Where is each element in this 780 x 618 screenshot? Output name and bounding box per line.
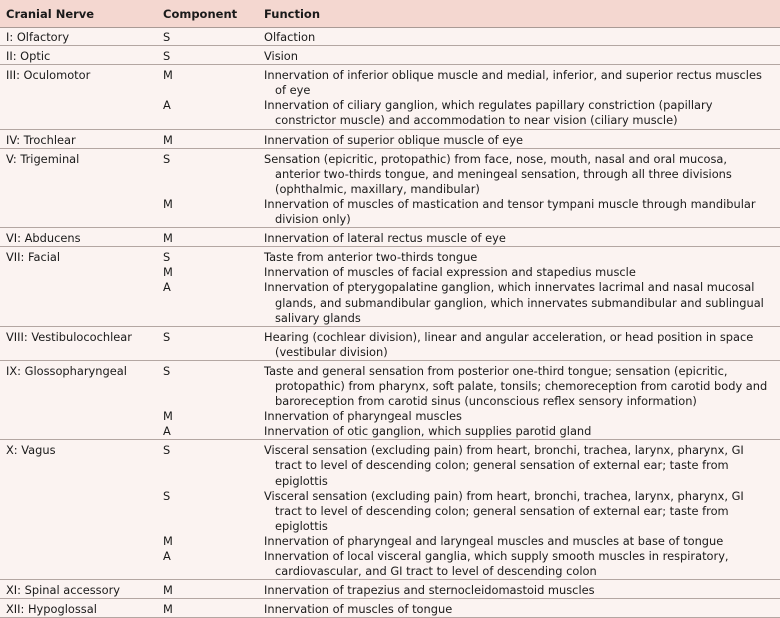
cell-component: A [163,549,171,563]
cell-component: S [163,151,171,166]
table-row [0,579,780,598]
cell-function-text: Sensation (epicritic, protopathic) from face, nose, mouth, nasal and oral mucosa, anterior two-thirds tongue, and meningeal sensation, through all three divisions (ophthalmic, maxillary, mandibular) [264,151,732,196]
cell-function-text: Innervation of trapezius and sternocleidomastoid muscles [264,583,595,598]
cell-function [264,197,780,227]
cell-function [264,489,780,534]
cell-function [264,424,780,439]
cell-component: M [163,265,173,280]
table-row [0,409,780,424]
table-row [0,98,780,128]
table-row [0,326,780,360]
cell-cranial-nerve: II: Optic [6,49,51,64]
cell-cranial-nerve: IV: Trochlear [6,132,76,147]
cell-component: S [163,30,171,44]
cell-function-text: Innervation of otic ganglion, which supplies parotid gland [264,424,592,439]
table-header [0,0,780,28]
cell-cranial-nerve: X: Vagus [6,443,56,458]
cell-function [264,330,780,360]
table-row [0,227,780,246]
cell-function-text: Innervation of muscles of facial expression and stapedius muscle [264,265,636,280]
cell-function-text: Innervation of pharyngeal and laryngeal muscles and muscles at base of tongue [264,533,724,548]
cell-component: M [163,231,173,246]
cell-function [264,68,780,98]
cell-component: S [163,250,171,265]
cell-function-text: Innervation of superior oblique muscle of eye [264,132,524,147]
cell-component: M [163,68,173,83]
table-row [0,246,780,265]
cell-function [264,133,780,148]
cell-function-text: Innervation of lateral rectus muscle of eye [264,231,506,246]
cell-function-text: Innervation of local visceral ganglia, which supply smooth muscles in respiratory, cardiovascular, and GI tract to level of descending colon [264,549,729,579]
cell-component: A [163,98,171,113]
cell-cranial-nerve: XI: Spinal accessory [6,583,121,598]
table-row [0,549,780,579]
table-row [0,28,780,45]
header-function: Function [264,6,321,21]
cell-function-text: Visceral sensation (excluding pain) from heart, bronchi, trachea, larynx, pharynx, GI tract to level of descending colon; general sensation of external ear; taste from epiglottis [264,443,744,488]
cell-function [264,534,780,549]
cell-function [264,30,780,45]
table-row [0,129,780,148]
cell-function [264,364,780,409]
cell-function [264,583,780,598]
cell-function [264,280,780,325]
table-row [0,534,780,549]
cell-cranial-nerve: XII: Hypoglossal [6,602,97,617]
cell-component: M [163,132,173,147]
cell-cranial-nerve: VI: Abducens [6,231,81,246]
cell-function-text: Visceral sensation (excluding pain) from heart, bronchi, trachea, larynx, pharynx, GI tract to level of descending colon; general sensation of external ear; taste from epiglottis [264,488,744,533]
cell-function [264,549,780,579]
cell-component: M [163,583,173,598]
cell-component: M [163,602,173,617]
table-row [0,598,780,618]
cell-function [264,409,780,424]
table-row [0,148,780,197]
table-body [0,28,780,618]
cell-cranial-nerve: IX: Glossopharyngeal [6,363,127,378]
cell-function-text: Taste from anterior two-thirds tongue [264,250,478,265]
cell-component: S [163,488,171,503]
cell-function-text: Innervation of inferior oblique muscle and medial, inferior, and superior rectus muscles of eye [264,68,762,98]
table-row [0,197,780,227]
cell-component: A [163,280,171,295]
cell-cranial-nerve: VII: Facial [6,250,61,265]
table-row [0,360,780,409]
cell-function [264,602,780,617]
header-cranial-nerve: Cranial Nerve [6,6,95,21]
table-row [0,424,780,439]
cell-function [264,98,780,128]
cell-function-text: Vision [264,49,298,64]
cell-component: M [163,533,173,548]
table-row [0,265,780,280]
cell-cranial-nerve: III: Oculomotor [6,68,91,83]
cell-cranial-nerve: V: Trigeminal [6,151,80,166]
table-row [0,45,780,64]
cell-function [264,265,780,280]
cell-cranial-nerve: I: Olfactory [6,30,70,44]
table-row [0,439,780,488]
cell-component: S [163,443,171,458]
cell-function-text: Innervation of ciliary ganglion, which regulates papillary constriction (papillary constrictor muscle) and accommodation to near vision (ciliary muscle) [264,98,713,128]
cell-function-text: Hearing (cochlear division), linear and angular acceleration, or head position in space (vestibular division) [264,329,754,359]
cell-function [264,250,780,265]
header-component: Component [163,6,238,21]
cell-component: S [163,49,171,64]
table-row [0,64,780,98]
cell-function-text: Innervation of pharyngeal muscles [264,409,462,424]
cell-function-text: Taste and general sensation from posterior one-third tongue; sensation (epicritic, protopathic) from pharynx, soft palate, tonsils; chemoreception from carotid body and baroreception from carotid sinus (unconscious reflex sensory information) [264,363,768,409]
cell-function-text: Olfaction [264,30,316,44]
cell-component: A [163,424,171,439]
cell-component: S [163,329,171,344]
cell-cranial-nerve: VIII: Vestibulocochlear [6,329,132,344]
cell-function [264,49,780,64]
cell-component: M [163,409,173,424]
cell-component: M [163,196,173,211]
cell-function [264,231,780,246]
cell-function-text: Innervation of muscles of tongue [264,602,453,617]
cell-component: S [163,363,171,378]
cell-function-text: Innervation of pterygopalatine ganglion, which innervates lacrimal and nasal mucosal glands, and submandibular ganglion, which innervates submandibular and sublingual salivary glands [264,280,764,325]
cell-function [264,443,780,488]
cell-function [264,152,780,197]
table-row [0,489,780,534]
cell-function-text: Innervation of muscles of mastication and tensor tympani muscle through mandibular division only) [264,196,756,227]
table-row [0,280,780,325]
